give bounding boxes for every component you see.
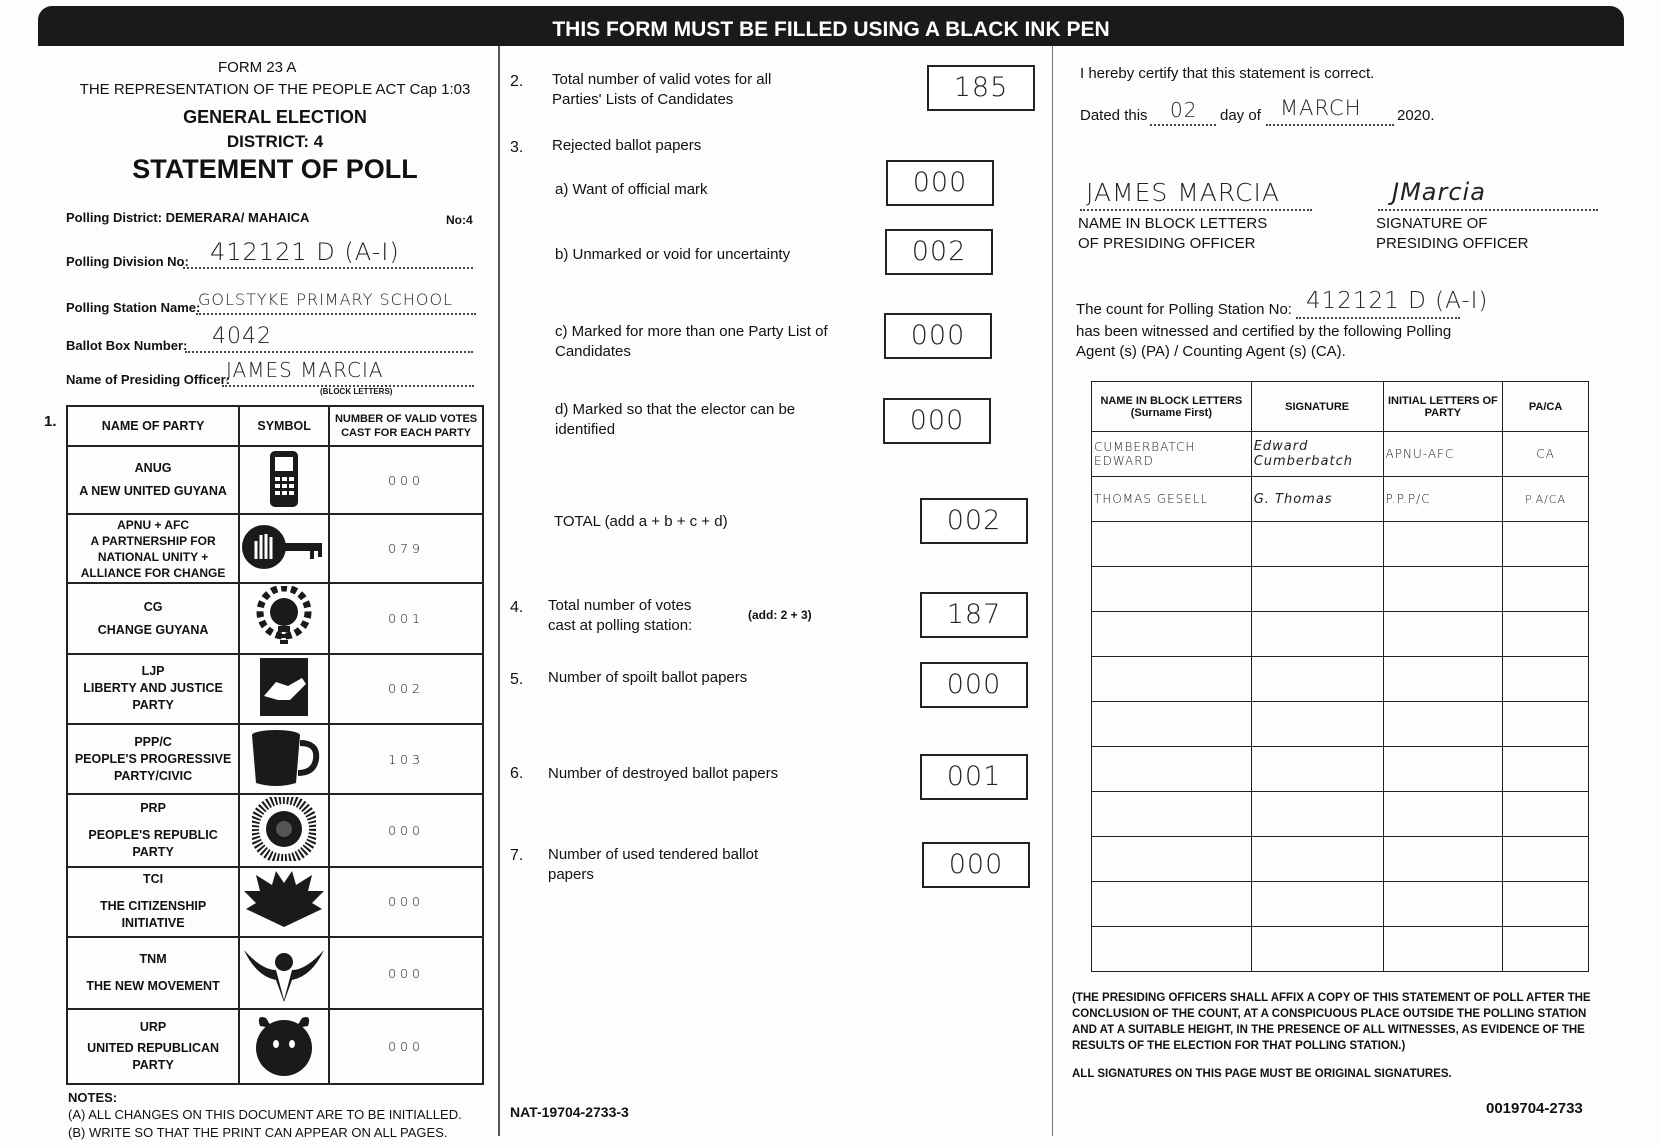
polling-district-no: No:4	[446, 213, 473, 227]
party-abbr: URP	[139, 1020, 167, 1035]
item-3b-value[interactable]: 002	[885, 229, 993, 275]
agent-paca[interactable]	[1503, 567, 1589, 612]
item-4-value[interactable]: 187	[920, 592, 1028, 638]
agent-signature[interactable]	[1251, 522, 1383, 567]
polling-station-line	[196, 312, 476, 315]
item-4-number: 4.	[510, 599, 524, 616]
party-row-ljp	[67, 654, 483, 724]
agent-name[interactable]	[1092, 522, 1252, 567]
agent-initials[interactable]: P.P.P/C	[1383, 477, 1503, 522]
officer-name-handwritten: JAMES MARCIA	[1086, 178, 1280, 207]
district: DISTRICT: 4	[226, 132, 324, 151]
agent-initials[interactable]: APNU-AFC	[1383, 432, 1503, 477]
agent-paca[interactable]	[1503, 927, 1589, 972]
party-name-cell	[67, 514, 239, 583]
party-fullname: A PARTNERSHIP FOR NATIONAL UNITY + ALLIANCE FOR CHANGE	[80, 533, 226, 580]
dated-month: MARCH	[1280, 96, 1362, 120]
agent-initials[interactable]	[1383, 837, 1503, 882]
table-row	[1092, 612, 1589, 657]
party-votes: 001	[329, 583, 483, 653]
agent-signature-header: SIGNATURE	[1251, 382, 1383, 432]
agent-initials[interactable]	[1383, 612, 1503, 657]
party-name-cell	[67, 794, 239, 866]
table-row	[1092, 567, 1589, 612]
ballot-box-line	[185, 350, 473, 353]
table-row	[1092, 837, 1589, 882]
notes-title: NOTES:	[68, 1090, 118, 1105]
officer-signature: JMarcia	[1392, 178, 1486, 206]
agent-name[interactable]: THOMAS GESELL	[1092, 477, 1252, 522]
agent-signature[interactable]: Edward Cumberbatch	[1251, 432, 1383, 477]
count-rest: has been witnessed and certified by the following Polling Agent (s) (PA) / Counting Agent (s) (CA).	[1076, 323, 1452, 360]
votes-header: NUMBER OF VALID VOTES CAST FOR EACH PARTY	[329, 406, 483, 446]
party-votes: 103	[329, 724, 483, 794]
polling-district: Polling District: DEMERARA/ MAHAICA	[66, 210, 310, 225]
agent-paca[interactable]: CA	[1503, 432, 1589, 477]
total-value[interactable]: 002	[920, 498, 1028, 544]
column-divider-right	[1052, 46, 1053, 1136]
party-votes: 000	[329, 794, 483, 866]
party-row-anug	[67, 446, 483, 514]
polling-division-line	[183, 266, 473, 269]
agent-paca-header: PA/CA	[1503, 382, 1589, 432]
agents-table	[1091, 381, 1589, 972]
agent-initials[interactable]	[1383, 882, 1503, 927]
officer-name-line	[1080, 208, 1312, 211]
party-votes: 000	[329, 937, 483, 1009]
agent-initials[interactable]	[1383, 792, 1503, 837]
agent-signature[interactable]	[1251, 702, 1383, 747]
ballot-box-label: Ballot Box Number:	[66, 338, 188, 353]
serial-number: 0019704-2733	[1486, 1100, 1583, 1117]
agent-paca[interactable]	[1503, 702, 1589, 747]
agent-paca[interactable]	[1503, 612, 1589, 657]
item-6-value[interactable]: 001	[920, 754, 1028, 800]
item-7-label: Number of used tendered ballot papers	[548, 846, 759, 883]
party-abbr: PRP	[140, 801, 166, 816]
party-row-cg	[67, 583, 483, 653]
party-abbr: TNM	[139, 952, 167, 967]
item-3d-label: d) Marked so that the elector can be identified	[555, 401, 796, 438]
agent-name[interactable]	[1092, 837, 1252, 882]
form-number: FORM 23 A	[218, 59, 297, 76]
presiding-officer-label: Name of Presiding Officer:	[66, 372, 230, 387]
lightbulb-gear-icon	[239, 583, 329, 653]
agent-initials-header: INITIAL LETTERS OF PARTY	[1383, 382, 1503, 432]
dated-mid: day of	[1220, 107, 1261, 124]
table-row	[1092, 927, 1589, 972]
party-votes-table	[66, 405, 484, 1085]
signature-caption: SIGNATURE OF PRESIDING OFFICER	[1376, 215, 1529, 252]
agent-paca[interactable]	[1503, 792, 1589, 837]
party-name-cell	[67, 937, 239, 1009]
party-name-cell	[67, 654, 239, 724]
polling-station-label: Polling Station Name:	[66, 300, 201, 315]
table-row	[1092, 657, 1589, 702]
polling-division-label: Polling Division No:	[66, 254, 189, 269]
dated-month-line	[1266, 123, 1394, 126]
item-2-number: 2.	[510, 73, 524, 90]
item-4-note: (add: 2 + 3)	[748, 608, 812, 622]
party-row-apnu-afc	[67, 514, 483, 583]
hand-and-key-icon	[239, 514, 329, 583]
item-7-value[interactable]: 000	[922, 842, 1030, 888]
item-3-label: Rejected ballot papers	[552, 137, 702, 154]
agent-name[interactable]	[1092, 657, 1252, 702]
agents-table-header	[1092, 382, 1589, 432]
party-fullname: CHANGE GUYANA	[97, 622, 209, 637]
agent-paca[interactable]: P.A/CA	[1503, 477, 1589, 522]
agent-signature[interactable]: G. Thomas	[1251, 477, 1383, 522]
party-name-cell	[67, 724, 239, 794]
note-a: (A) ALL CHANGES ON THIS DOCUMENT ARE TO BE INITIALLED.	[68, 1107, 462, 1122]
eagle-icon	[239, 937, 329, 1009]
dated-day-line	[1150, 123, 1216, 126]
party-fullname: PEOPLE'S REPUBLIC PARTY	[88, 828, 218, 860]
item-3c-value[interactable]: 000	[884, 313, 992, 359]
party-abbr: APNU + AFC	[117, 517, 190, 532]
party-fullname: A NEW UNITED GUYANA	[79, 484, 227, 499]
count-label: The count for Polling Station No:	[1076, 301, 1292, 318]
leaves-icon	[239, 867, 329, 937]
item-2-label: Total number of valid votes for all Parties' Lists of Candidates	[552, 71, 772, 108]
dated-label: Dated this	[1080, 107, 1148, 124]
party-row-pppc	[67, 724, 483, 794]
presiding-officer-value: JAMES MARCIA	[226, 358, 384, 382]
party-abbr: ANUG	[134, 461, 172, 476]
agent-name[interactable]	[1092, 747, 1252, 792]
agent-name[interactable]	[1092, 927, 1252, 972]
agent-initials[interactable]	[1383, 927, 1503, 972]
item-5-value[interactable]: 000	[920, 662, 1028, 708]
handshake-icon	[239, 654, 329, 724]
party-abbr: PPP/C	[134, 734, 172, 749]
item-3a-value[interactable]: 000	[886, 160, 994, 206]
polling-division-value: 412121 D (A-I)	[210, 238, 400, 266]
party-name-cell	[67, 583, 239, 653]
party-votes: 000	[329, 867, 483, 937]
name-caption: NAME IN BLOCK LETTERS OF PRESIDING OFFICER	[1078, 215, 1268, 252]
party-row-tci	[67, 867, 483, 937]
item-3c-label: c) Marked for more than one Party List of Candidates	[555, 323, 828, 360]
polling-station-value: GOLSTYKE PRIMARY SCHOOL	[198, 290, 453, 309]
page-title: STATEMENT OF POLL	[132, 154, 418, 184]
item-5-label: Number of spoilt ballot papers	[548, 669, 748, 686]
agent-signature[interactable]	[1251, 747, 1383, 792]
cup-icon	[239, 724, 329, 794]
agent-name[interactable]	[1092, 702, 1252, 747]
table-row	[1092, 747, 1589, 792]
agent-paca[interactable]	[1503, 882, 1589, 927]
party-fullname: UNITED REPUBLICAN PARTY	[87, 1041, 220, 1073]
party-row-prp	[67, 794, 483, 866]
table-row	[1092, 522, 1589, 567]
total-label: TOTAL (add a + b + c + d)	[554, 513, 728, 530]
agent-signature[interactable]	[1251, 567, 1383, 612]
item-3a-label: a) Want of official mark	[555, 181, 708, 198]
officer-signature-line	[1378, 208, 1598, 211]
party-row-urp	[67, 1009, 483, 1084]
act-title: THE REPRESENTATION OF THE PEOPLE ACT Cap 1:03	[79, 81, 471, 98]
agent-name-header: NAME IN BLOCK LETTERS (Surname First)	[1092, 382, 1252, 432]
item-3-number: 3.	[510, 139, 524, 156]
party-abbr: LJP	[141, 664, 165, 679]
agent-name[interactable]	[1092, 792, 1252, 837]
item-5-number: 5.	[510, 671, 524, 688]
item-6-label: Number of destroyed ballot papers	[548, 765, 779, 782]
agent-signature[interactable]	[1251, 612, 1383, 657]
sun-icon	[239, 794, 329, 866]
agent-signature[interactable]	[1251, 927, 1383, 972]
table-row	[1092, 792, 1589, 837]
dated-day: 02	[1170, 98, 1198, 122]
agent-name[interactable]	[1092, 612, 1252, 657]
table-row	[1092, 477, 1589, 522]
agent-initials[interactable]	[1383, 567, 1503, 612]
note-b: (B) WRITE SO THAT THE PRINT CAN APPEAR ON ALL PAGES.	[68, 1125, 448, 1140]
agent-initials[interactable]	[1383, 657, 1503, 702]
form-banner: THIS FORM MUST BE FILLED USING A BLACK INK PEN	[38, 6, 1624, 46]
party-name-cell	[67, 867, 239, 937]
agent-signature[interactable]	[1251, 882, 1383, 927]
mobile-phone-icon	[239, 446, 329, 514]
party-row-tnm	[67, 937, 483, 1009]
item-2-value[interactable]: 185	[927, 65, 1035, 111]
election-type: GENERAL ELECTION	[183, 107, 367, 127]
section-number-1: 1.	[44, 413, 57, 430]
item-3b-label: b) Unmarked or void for uncertainty	[555, 246, 791, 263]
certify-statement: I hereby certify that this statement is correct.	[1080, 65, 1375, 82]
party-abbr: CG	[143, 599, 163, 614]
table-row	[1092, 702, 1589, 747]
agent-name[interactable]	[1092, 882, 1252, 927]
agent-initials[interactable]	[1383, 747, 1503, 792]
item-3d-value[interactable]: 000	[883, 398, 991, 444]
party-table-header	[67, 406, 483, 446]
party-fullname: THE NEW MOVEMENT	[86, 979, 220, 994]
column-divider-left	[498, 46, 500, 1136]
party-votes: 000	[329, 446, 483, 514]
party-name-cell	[67, 1009, 239, 1084]
ballot-box-value: 4042	[212, 324, 272, 349]
table-row	[1092, 432, 1589, 477]
agent-signature[interactable]	[1251, 657, 1383, 702]
block-letters-note: (BLOCK LETTERS)	[320, 387, 393, 396]
party-votes: 000	[329, 1009, 483, 1084]
party-fullname: LIBERTY AND JUSTICE PARTY	[83, 681, 223, 713]
agent-initials[interactable]	[1383, 702, 1503, 747]
bull-icon	[239, 1009, 329, 1084]
original-signatures-note: ALL SIGNATURES ON THIS PAGE MUST BE ORIGINAL SIGNATURES.	[1072, 1068, 1452, 1080]
agent-signature[interactable]	[1251, 837, 1383, 882]
agent-initials[interactable]	[1383, 522, 1503, 567]
item-4-label: Total number of votes cast at polling station:	[548, 597, 693, 634]
party-votes: 002	[329, 654, 483, 724]
agent-paca[interactable]	[1503, 747, 1589, 792]
agent-name[interactable]: CUMBERBATCH EDWARD	[1092, 432, 1252, 477]
count-value: 412121 D (A-I)	[1306, 288, 1489, 314]
count-value-line	[1296, 316, 1460, 319]
party-fullname: THE CITIZENSHIP INITIATIVE	[99, 899, 207, 931]
party-votes: 079	[329, 514, 483, 583]
agent-paca[interactable]	[1503, 657, 1589, 702]
agent-signature[interactable]	[1251, 792, 1383, 837]
agent-paca[interactable]	[1503, 837, 1589, 882]
item-6-number: 6.	[510, 765, 524, 782]
affix-note: (THE PRESIDING OFFICERS SHALL AFFIX A COPY OF THIS STATEMENT OF POLL AFTER THE CONCLUSION OF THE COUNT, AT A CONSPICUOUS PLACE OUTSIDE THE POLLING STATION AND AT A SUITABLE HEIGHT, IN THE PRESENCE OF ALL WITNESSES, AS EVIDENCE OF THE RESULTS OF THE ELECTION FOR THAT POLLING STATION.)	[1072, 992, 1591, 1052]
agent-paca[interactable]	[1503, 522, 1589, 567]
agent-name[interactable]	[1092, 567, 1252, 612]
middle-footer-code: NAT-19704-2733-3	[510, 1104, 629, 1120]
table-row	[1092, 882, 1589, 927]
dated-year: 2020.	[1397, 107, 1435, 124]
symbol-header: SYMBOL	[239, 406, 329, 446]
item-7-number: 7.	[510, 847, 524, 864]
party-name-header: NAME OF PARTY	[67, 406, 239, 446]
party-name-cell	[67, 446, 239, 514]
party-fullname: PEOPLE'S PROGRESSIVE PARTY/CIVIC	[74, 751, 232, 783]
party-abbr: TCI	[143, 872, 164, 887]
